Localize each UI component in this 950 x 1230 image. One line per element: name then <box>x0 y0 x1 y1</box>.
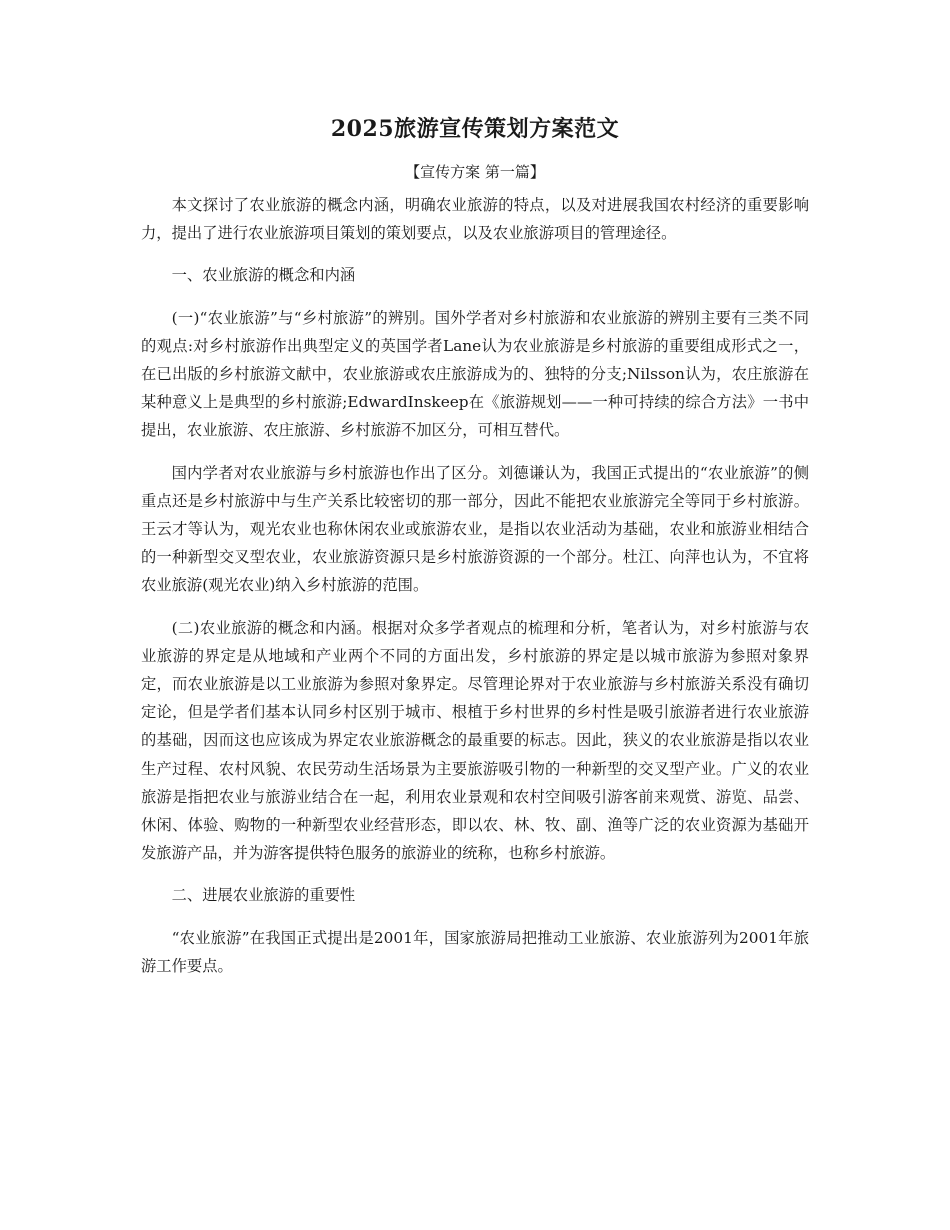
paragraph-domestic-scholars: 国内学者对农业旅游与乡村旅游也作出了区分。刘德谦认为，我国正式提出的“农业旅游”的侧重点还是乡村旅游中与生产关系比较密切的那一部分，因此不能把农业旅游完全等同于乡村旅游。王云才等认为，观光农业也称休闲农业或旅游农业，是指以农业活动为基础，农业和旅游业相结合的一种新型交叉型农业，农业旅游资源只是乡村旅游资源的一个部分。杜江、向萍也认为，不宜将农业旅游(观光农业)纳入乡村旅游的范围。 <box>141 463 809 595</box>
section-heading-2: 二、进展农业旅游的重要性 <box>171 886 356 905</box>
document-subtitle: 【宣传方案 第一篇】 <box>405 163 545 181</box>
intro-paragraph: 本文探讨了农业旅游的概念内涵，明确农业旅游的特点，以及对进展我国农村经济的重要影响力，提出了进行农业旅游项目策划的策划要点，以及农业旅游项目的管理途径。 <box>141 196 809 243</box>
paragraph-distinction: (一)“农业旅游”与“乡村旅游”的辨别。国外学者对乡村旅游和农业旅游的辨别主要有三类不同的观点:对乡村旅游作出典型定义的英国学者Lane认为农业旅游是乡村旅游的重要组成形式之一，在已出版的乡村旅游文献中，农业旅游或农庄旅游成为的、独特的分支;Nilsson认为，农庄旅游在某种意义上是典型的乡村旅游;EdwardInskeep在《旅游规划——一种可持续的综合方法》一书中提出，农业旅游、农庄旅游、乡村旅游不加区分，可相互替代。 <box>141 308 809 440</box>
document-title: 2025旅游宣传策划方案范文 <box>330 116 620 142</box>
document-page <box>141 112 809 980</box>
paragraph-importance: “农业旅游”在我国正式提出是2001年，国家旅游局把推动工业旅游、农业旅游列为2001年旅游工作要点。 <box>141 928 809 975</box>
section-heading-1: 一、农业旅游的概念和内涵 <box>171 266 356 285</box>
paragraph-concept: (二)农业旅游的概念和内涵。根据对众多学者观点的梳理和分析，笔者认为，对乡村旅游与农业旅游的界定是从地域和产业两个不同的方面出发，乡村旅游的界定是以城市旅游为参照对象界定，而农业旅游是以工业旅游为参照对象界定。尽管理论界对于农业旅游与乡村旅游关系没有确切定论，但是学者们基本认同乡村区别于城市、根植于乡村世界的乡村性是吸引旅游者进行农业旅游的基础，因而这也应该成为界定农业旅游概念的最重要的标志。因此，狭义的农业旅游是指以农业生产过程、农村风貌、农民劳动生活场景为主要旅游吸引物的一种新型的交叉型产业。广义的农业旅游是指把农业与旅游业结合在一起，利用农业景观和农村空间吸引游客前来观赏、游览、品尝、休闲、体验、购物的一种新型农业经营形态，即以农、林、牧、副、渔等广泛的农业资源为基础开发旅游产品，并为游客提供特色服务的旅游业的统称，也称乡村旅游。 <box>141 618 809 863</box>
